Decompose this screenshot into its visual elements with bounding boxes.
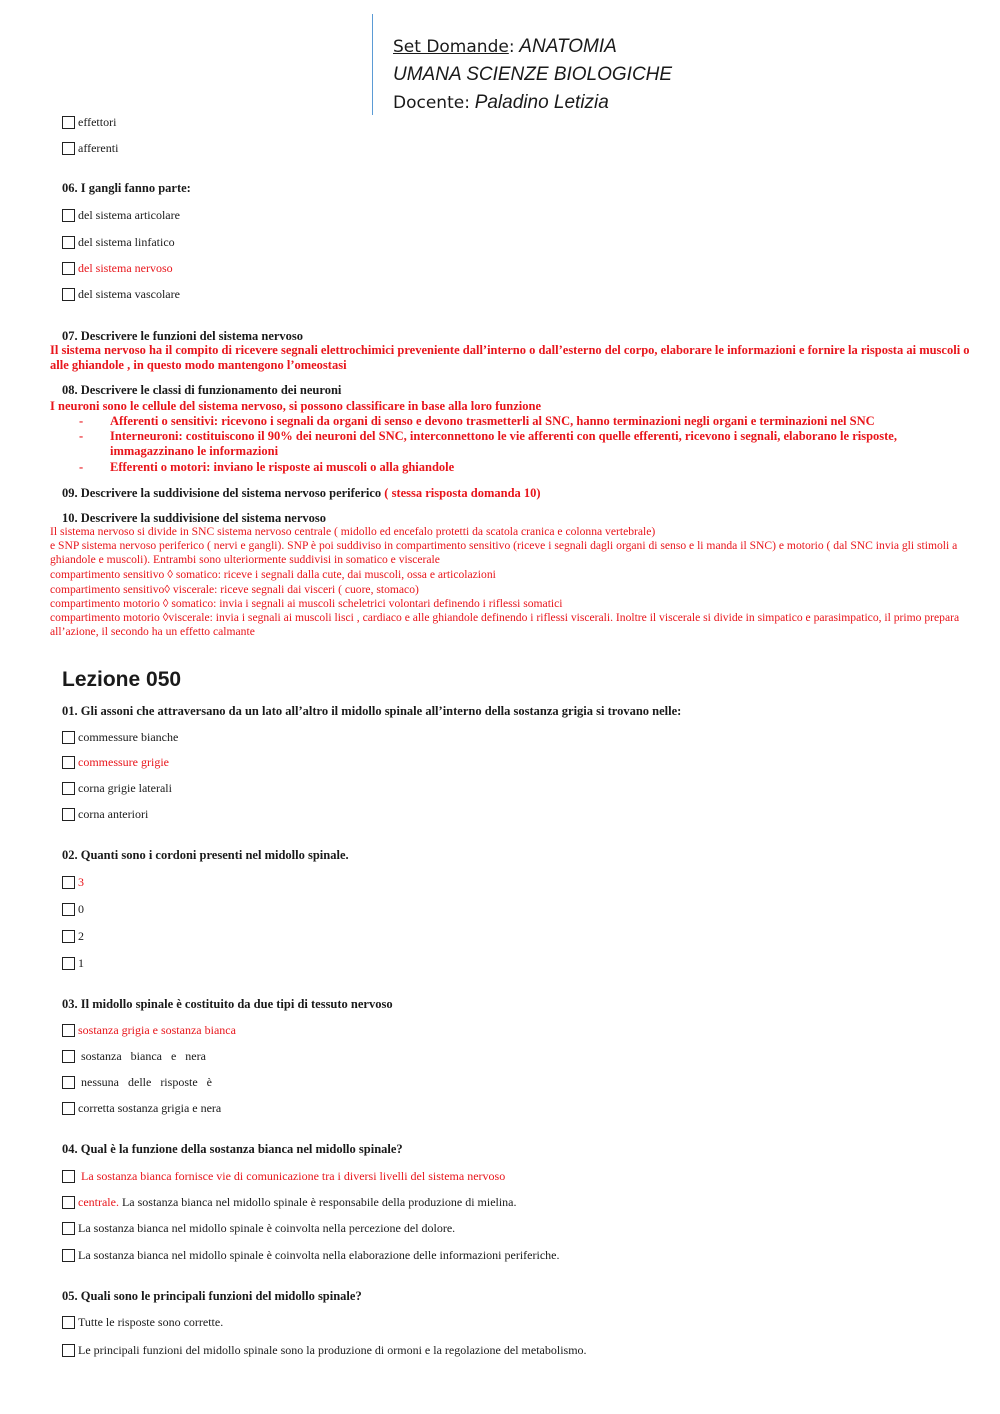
question-09 [62,486,541,501]
l50-question-01: 01. Gli assoni che attraversano da un lato all’altro il midollo spinale all’interno della sostanza grigia si trovano nelle: [62,704,682,718]
answer-option-correct[interactable] [62,873,84,891]
checkbox[interactable] [62,142,75,155]
bullet-marker: - [79,429,84,443]
option-text: La sostanza bianca nel midollo spinale è coinvolta nella elaborazione delle informazioni periferiche. [78,1247,560,1262]
checkbox[interactable] [62,930,75,943]
answer-10-line: compartimento sensitivo ◊ somatico: riceve i segnali dalla cute, dai muscoli, ossa e articolazioni [50,568,496,581]
bullet-item: Interneuroni: costituiscono il 90% dei neuroni del SNC, interconnettono le vie afferenti con quelle efferenti, ricevono i segnali, elaborano le risposte, immagazzinano le informazioni [110,429,897,458]
set-value: ANATOMIA [519,36,617,57]
checkbox[interactable] [62,1050,75,1063]
l50-question-03: 03. Il midollo spinale è costituito da due tipi di tessuto nervoso [62,997,393,1011]
checkbox[interactable] [62,957,75,970]
checkbox[interactable] [62,1249,75,1262]
option-text: corna anteriori [78,806,149,821]
option-text: La sostanza bianca nel midollo spinale è responsabile della produzione di mielina. [118,1194,517,1209]
answer-option[interactable] [62,927,84,945]
option-text: commessure bianche [78,729,179,744]
checkbox[interactable] [62,731,75,744]
l50-question-04: 04. Qual è la funzione della sostanza bianca nel midollo spinale? [62,1142,403,1156]
answer-option-correct[interactable] [62,1021,236,1039]
answer-option[interactable] [62,1193,517,1211]
option-text: effettori [78,114,117,129]
checkbox[interactable] [62,209,75,222]
answer-07: Il sistema nervoso ha il compito di ricevere segnali elettrochimici preveniente dall’interno o dall’esterno del corpo, elaborare le informazioni e fornire la risposta ai muscoli o alle ghiandole , in questo modo mantengono l’omeostasi [50,343,970,372]
checkbox[interactable] [62,1076,75,1089]
answer-option[interactable] [62,1313,223,1331]
question-08: 08. Descrivere le classi di funzionamento dei neuroni [62,383,342,397]
option-text: 3 [78,874,84,889]
checkbox[interactable] [62,1196,75,1209]
option-text: Le principali funzioni del midollo spinale sono la produzione di ormoni e la regolazione del metabolismo. [78,1342,587,1357]
option-text: corretta sostanza grigia e nera [78,1100,222,1115]
answer-10-line: e SNP sistema nervoso periferico ( nervi e gangli). SNP è poi suddiviso in compartimento sensitivo (riceve i segnali dagli organi di senso e li manda il SNC) e motorio ( dal SNC invia gli stimoli a ghiandole e muscoli). Entrambi sono ulteriormente suddivisi in somatico e viscerale [50,539,958,567]
checkbox[interactable] [62,1024,75,1037]
teacher-value: Paladino Letizia [474,92,609,113]
checkbox[interactable] [62,808,75,821]
checkbox[interactable] [62,288,75,301]
checkbox[interactable] [62,903,75,916]
option-text: del sistema vascolare [78,286,180,301]
question-09-text: 09. Descrivere la suddivisione del sistema nervoso periferico [62,486,382,500]
question-06: 06. I gangli fanno parte: [62,181,191,195]
checkbox[interactable] [62,1102,75,1115]
option-text: del sistema nervoso [78,260,173,275]
option-text: afferenti [78,140,119,155]
set-line-2 [393,62,672,88]
option-text: La sostanza bianca nel midollo spinale è coinvolta nella percezione del dolore. [78,1220,456,1235]
answer-08-intro: I neuroni sono le cellule del sistema nervoso, si possono classificare in base alla loro funzione [50,399,541,413]
set-line [393,34,617,60]
document-header [372,14,773,115]
answer-option[interactable] [62,139,118,157]
option-text: sostanza grigia e sostanza bianca [78,1022,236,1037]
option-text: del sistema linfatico [78,234,175,249]
set-label: Set Domande [393,37,509,57]
option-text: Tutte le risposte sono corrette. [78,1314,224,1329]
answer-option[interactable] [62,1219,455,1237]
answer-option[interactable] [62,900,84,918]
bullet-item: Efferenti o motori: inviano le risposte ai muscoli o alla ghiandole [110,460,455,474]
checkbox[interactable] [62,782,75,795]
answer-option-correct[interactable] [62,753,169,771]
answer-10-line: Il sistema nervoso si divide in SNC sistema nervoso centrale ( midollo ed encefalo protetti da scatola cranica e colonna vertebrale) [50,525,656,538]
checkbox[interactable] [62,1344,75,1357]
answer-option[interactable] [62,206,180,224]
answer-option[interactable] [62,1047,206,1065]
teacher-line [393,90,609,116]
question-10: 10. Descrivere la suddivisione del sistema nervoso [62,511,326,525]
bullet-marker: - [79,460,84,474]
answer-option[interactable] [62,1099,221,1117]
checkbox[interactable] [62,262,75,275]
checkbox[interactable] [62,1170,75,1183]
answer-option[interactable] [62,779,172,797]
answer-option-correct[interactable] [62,259,173,277]
set-colon: : [508,37,515,57]
option-text: nessuna delle risposte è [78,1074,212,1089]
answer-option[interactable] [62,285,180,303]
option-text: La sostanza bianca fornisce vie di comunicazione tra i diversi livelli del sistema nervoso [78,1168,506,1183]
bullet-item: Afferenti o sensitivi: ricevono i segnali da organi di senso e devono trasmetterli al SNC, hanno terminazioni negli organi e terminazioni nel SNC [110,414,875,428]
answer-10-line: compartimento motorio ◊ somatico: invia i segnali ai muscoli scheletrici volontari definendo i riflessi somatici [50,597,563,610]
checkbox[interactable] [62,1316,75,1329]
answer-option[interactable] [62,1073,212,1091]
option-text: del sistema articolare [78,207,180,222]
set-value-2: UMANA SCIENZE BIOLOGICHE [393,64,673,85]
answer-option[interactable] [62,233,175,251]
answer-option-correct[interactable] [62,1167,505,1185]
answer-option[interactable] [62,728,178,746]
option-text: 1 [78,955,84,970]
question-09-note: ( stessa risposta domanda 10) [384,486,541,500]
answer-option[interactable] [62,113,116,131]
checkbox[interactable] [62,236,75,249]
option-text: 0 [78,901,84,916]
teacher-label: Docente: [393,93,470,113]
option-text: sostanza bianca e nera [78,1048,206,1063]
checkbox[interactable] [62,116,75,129]
option-text: corna grigie laterali [78,780,172,795]
answer-option[interactable] [62,1341,587,1359]
bullet-marker: - [79,414,84,428]
checkbox[interactable] [62,756,75,769]
option-text: 2 [78,928,84,943]
lesson-title: Lezione 050 [62,668,182,691]
option-text: commessure grigie [78,754,169,769]
answer-option[interactable] [62,954,84,972]
answer-option[interactable] [62,1246,559,1264]
option-text-continued: centrale. [78,1194,119,1209]
checkbox[interactable] [62,1222,75,1235]
answer-option[interactable] [62,805,148,823]
l50-question-02: 02. Quanti sono i cordoni presenti nel midollo spinale. [62,848,349,862]
checkbox[interactable] [62,876,75,889]
question-07: 07. Descrivere le funzioni del sistema nervoso [62,329,304,343]
answer-10-line: compartimento sensitivo◊ viscerale: riceve segnali dai visceri ( cuore, stomaco) [50,583,419,596]
l50-question-05: 05. Quali sono le principali funzioni del midollo spinale? [62,1289,362,1303]
answer-10-line: compartimento motorio ◊viscerale: invia i segnali ai muscoli lisci , cardiaco e alle ghiandole definendo i riflessi viscerali. Inoltre il viscerale si divide in simpatico e parasimpatico, il primo prepara all’azione, il secondo ha un effetto calmante [50,611,960,639]
